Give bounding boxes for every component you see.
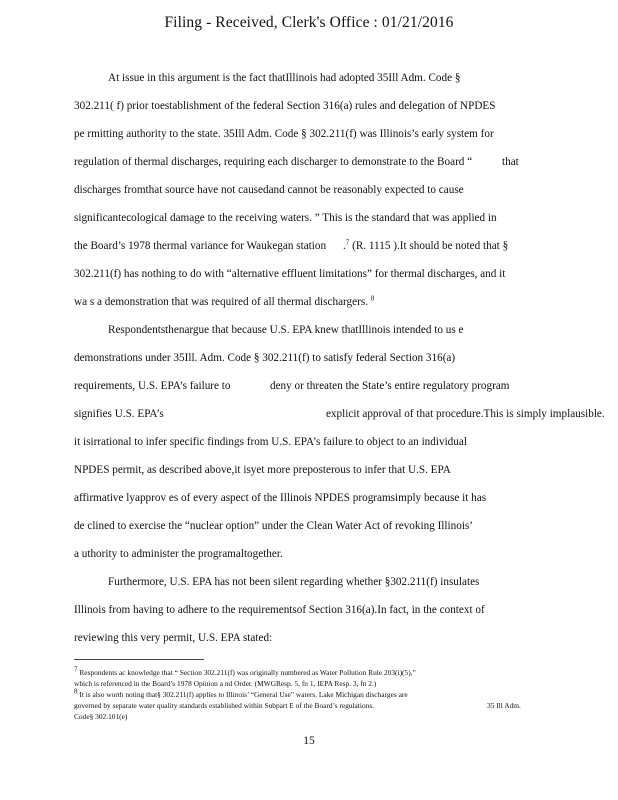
body-line: demonstrations under 35Ill. Adm. Code § 302.211(f) to satisfy federal Section 316(a)	[74, 352, 456, 364]
body-line: reviewing this very permit, U.S. EPA stated:	[74, 632, 273, 644]
footnote-text: It is also worth noting that§ 302.211(f) applies to Illinois’ “General Use” waters. Lake Michigan discharges are	[79, 690, 408, 699]
body-line-fragment: deny or threaten the State’s entire regulatory program	[270, 380, 510, 392]
body-line: affirmative lyapprov es of every aspect of the Illinois NPDES programsimply because it has	[74, 492, 487, 504]
body-line-fragment	[343, 240, 508, 253]
body-line: At issue in this argument is the fact thatIllinois had adopted 35Ill Adm. Code §	[108, 72, 461, 84]
body-line: 302.211( f) prior toestablishment of the federal Section 316(a) rules and delegation of NPDES	[74, 100, 496, 112]
footnote-mark-7: 7	[345, 238, 350, 247]
footnote-number: 7	[74, 665, 78, 674]
body-line-text: wa s a demonstration that was required of all thermal dischargers.	[74, 296, 368, 308]
citation-text: (R. 1115 ).It should be noted that §	[352, 240, 509, 252]
footnote-7-line: which is referenced in the Board’s 1978 Opinion a nd Order. (MWGResp. 5, fn 1, IEPA Resp. 3, fn 2.)	[74, 679, 377, 688]
body-line: significantecological damage to the receiving waters. ” This is the standard that was applied in	[74, 212, 497, 224]
body-line: 302.211(f) has nothing to do with “alternative effluent limitations” for thermal discharges, and it	[74, 268, 506, 280]
body-line: discharges fromthat source have not causedand cannot be reasonably expected to cause	[74, 184, 464, 196]
footnote-8-line: governed by separate water quality standards established within Subpart E of the Board’s regulations.	[74, 701, 375, 710]
footnote-mark-8: 8	[370, 294, 375, 303]
body-line: regulation of thermal discharges, requiring each discharger to demonstrate to the Board “	[74, 156, 473, 168]
body-line-fragment: explicit approval of that procedure.This is simply implausible.	[326, 408, 605, 420]
body-line: a uthority to administer the programaltogether.	[74, 548, 283, 560]
footnote-8-line: Code§ 302.101(e)	[74, 712, 128, 721]
footnote-text: Respondents ac knowledge that “ Section 302.211(f) was originally numbered as Water Pollution Rule 203(i)(5),”	[79, 668, 416, 677]
citation-dot: .	[343, 240, 346, 252]
body-line: pe rmitting authority to the state. 35Ill Adm. Code § 302.211(f) was Illinois’s early system for	[74, 128, 494, 140]
body-line: signifies U.S. EPA’s	[74, 408, 164, 420]
body-line: requirements, U.S. EPA’s failure to	[74, 380, 231, 392]
body-line: de clined to exercise the “nuclear option” under the Clean Water Act of revoking Illinois’	[74, 520, 474, 532]
body-line: Respondentsthenargue that because U.S. EPA knew thatIllinois intended to us e	[108, 324, 464, 336]
body-line: NPDES permit, as described above,it isyet more preposterous to infer that U.S. EPA	[74, 464, 451, 476]
body-line: it isirrational to infer specific findings from U.S. EPA’s failure to object to an individual	[74, 436, 467, 448]
body-line: Furthermore, U.S. EPA has not been silent regarding whether §302.211(f) insulates	[108, 576, 480, 588]
footnote-8-line	[74, 687, 408, 699]
footnote-separator	[74, 659, 204, 660]
footnote-number: 8	[74, 687, 78, 696]
page-number: 15	[303, 735, 315, 747]
body-line-fragment: that	[502, 156, 519, 168]
filing-stamp-header: Filing - Received, Clerk's Office : 01/21/2016	[164, 14, 454, 31]
body-line: Illinois from having to adhere to the requirementsof Section 316(a).In fact, in the context of	[74, 604, 485, 616]
footnote-7-line	[74, 665, 416, 677]
footnote-8-citation: 35 Ill Adm.	[487, 701, 521, 710]
body-line	[74, 296, 374, 309]
body-line: the Board’s 1978 thermal variance for Waukegan station	[74, 240, 327, 252]
